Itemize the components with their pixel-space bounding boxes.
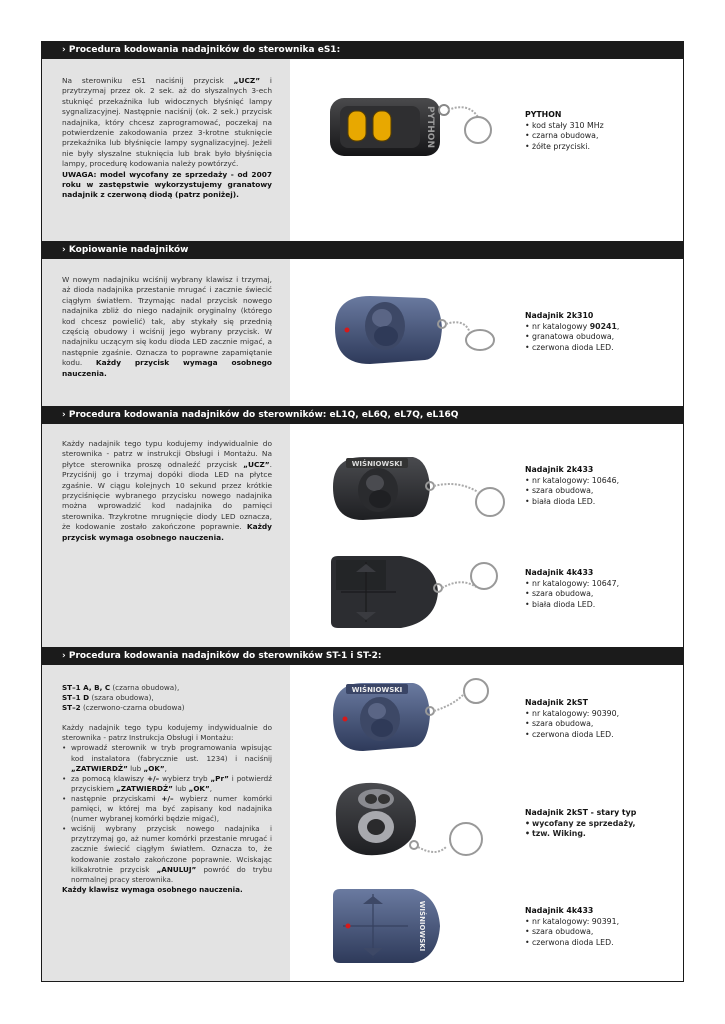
spec-line: • nr katalogowy: 90391, — [525, 917, 675, 928]
spec-line: • granatowa obudowa, — [525, 332, 675, 343]
remote-2k310-image — [330, 288, 510, 378]
remote-2kst-image — [328, 675, 518, 755]
intro: Każdy nadajnik tego typu kodujemy indywidualnie do sterownika - patrz Instrukcja Obsługi i Montażu: — [62, 723, 272, 743]
section-text-st — [62, 683, 272, 895]
section-header-st: › Procedura kodowania nadajników do sterowników ST-1 i ST-2: — [41, 647, 684, 665]
ucz-key: „UCZ” — [233, 76, 261, 85]
text: i przytrzymaj przez ok. 2 sek. aż do słyszalnych 3-ech stuknięć przekaźnika lub widocznych błyśnięć lampy sygnalizacyjnej. Następnie naciśnij (ok. 2 sek.) przycisk nadajnika, który chcesz zaprogramować, poczekaj na potwierdzenie zakodowania przez 3-krotne stuknięcie przekaźnika lub błyśnięcie lampy sygnalizacyjnej. Jeżeli nie były słyszalne stuknięcia lub brak było błyśnięcia lampy, procedurę kodowania należy powtórzyć. — [62, 76, 272, 169]
spec-python — [525, 110, 675, 152]
spec-line: • czerwona dioda LED. — [525, 343, 675, 354]
section-header-copy: › Kopiowanie nadajników — [41, 241, 684, 259]
model: ST–1 D — [62, 693, 90, 703]
spec-line: • nr katalogowy: 90390, — [525, 709, 675, 720]
spec-line: • nr katalogowy: 10647, — [525, 579, 675, 590]
spec-line: • żółte przyciski. — [525, 142, 675, 153]
brand-logo: WIŚNIOWSKI — [351, 460, 403, 468]
spec-2kst — [525, 698, 675, 740]
brand-logo: WIŚNIOWSKI — [418, 900, 426, 952]
note: Każdy przycisk wymaga osobnego nauczenia. — [62, 522, 272, 542]
note: Każdy klawisz wymaga osobnego nauczenia. — [62, 884, 243, 894]
product-name: Nadajnik 4k433 — [525, 568, 594, 577]
spec-line: • wycofany ze sprzedaży, — [525, 819, 675, 830]
section-text-es1 — [62, 76, 272, 201]
spec-line: • szara obudowa, — [525, 719, 675, 730]
warning-note: UWAGA: model wycofany ze sprzedaży - od 2007 roku w zastępstwie wykorzystujemy granatowy nadajnik z czerwoną diodą (patrz poniżej). — [62, 169, 272, 200]
python-remote-image — [328, 92, 498, 172]
product-name: Nadajnik 2kST — [525, 698, 588, 707]
spec-line: • kod stały 310 MHz — [525, 121, 675, 132]
step-4: • wciśnij wybrany przycisk nowego nadajnika i przytrzymaj go, aż numer komórki przestanie mrugać i zacznie świecić ciągłym światłem. Oznacza to, że kodowanie zostało zakończone poprawnie. Wciskając kilkakrotnie przycisk „ANULUJ” powróć do trybu normalnej pracy sterownika. — [62, 824, 272, 885]
model-desc: (czerwono-czarna obudowa) — [80, 703, 185, 713]
step-2: • za pomocą klawiszy +/– wybierz tryb „Pr” i potwierdź przyciskiem „ZATWIERDŹ” lub „OK”, — [62, 774, 272, 794]
spec-line: • szara obudowa, — [525, 927, 675, 938]
spec-line: • nr katalogowy 90241, — [525, 322, 675, 333]
section-text-el — [62, 439, 272, 543]
spec-line: • biała dioda LED. — [525, 497, 675, 508]
spec-4k433 — [525, 568, 675, 610]
step-1: • wprowadź sterownik w tryb programowania wpisując kod instalatora (fabrycznie ust. 1234) i naciśnij „ZATWIERDŹ” lub „OK”, — [62, 743, 272, 773]
remote-2kst-old-image — [326, 777, 506, 867]
text: Na sterowniku eS1 naciśnij przycisk — [62, 76, 234, 85]
spec-line: • tzw. Wiking. — [525, 829, 675, 840]
spec-line: • czerwona dioda LED. — [525, 730, 675, 741]
text: W nowym nadajniku wciśnij wybrany klawisz i trzymaj, aż dioda nadajnika przestanie mrugać i zacznie świecić ciągłym światłem. Trzymając nadal przycisk nowego nadajnika zbliż do niego nadajnik oryginalny (którego kod chcesz powielić) tak, aby stykały się przednią częścią obudowy i wciśnij jego wybrany przycisk. W nadajniku uczącym się kodu dioda LED zacznie migać, a następnie zgaśnie. Oznacza to poprawne zapamiętanie kodu. — [62, 275, 272, 368]
remote-2k433-image — [328, 452, 518, 527]
spec-2k310 — [525, 311, 675, 353]
product-name: Nadajnik 2kST - stary typ — [525, 808, 637, 817]
spec-line: • szara obudowa, — [525, 486, 675, 497]
text: Każdy nadajnik tego typu kodujemy indywidualnie do sterownika - patrz w instrukcji Obsługi i Montażu. Na płytce sterownika proszę odnaleźć przycisk — [62, 439, 272, 469]
ucz-key: „UCZ” — [243, 459, 270, 469]
spec-2k433 — [525, 465, 675, 507]
note: Każdy przycisk wymaga osobnego nauczenia. — [62, 358, 272, 378]
product-name: Nadajnik 2k310 — [525, 311, 594, 320]
product-name: Nadajnik 2k433 — [525, 465, 594, 474]
model-desc: (szara obudowa), — [89, 693, 154, 703]
spec-line: • czarna obudowa, — [525, 131, 675, 142]
step-3: • następnie przyciskami +/– wybierz numer komórki pamięci, w której ma być zapisany kod nadajnika (numer wybranej komórki będzie migać), — [62, 794, 272, 824]
model-desc: (czarna obudowa), — [110, 683, 180, 692]
spec-line: • czerwona dioda LED. — [525, 938, 675, 949]
section-header-el: › Procedura kodowania nadajników do sterowników: eL1Q, eL6Q, eL7Q, eL16Q — [41, 406, 684, 424]
model: ST–1 A, B, C — [62, 683, 111, 692]
spec-line: • biała dioda LED. — [525, 600, 675, 611]
model: ST–2 — [62, 703, 81, 713]
steps-list — [62, 743, 272, 884]
section-text-copy — [62, 275, 272, 379]
spec-line: • nr katalogowy: 10646, — [525, 476, 675, 487]
product-name: Nadajnik 4k433 — [525, 906, 594, 915]
python-logo: PYTHON — [425, 106, 435, 148]
remote-4k433-navy-image — [328, 886, 448, 966]
spec-2kst-old — [525, 808, 675, 840]
product-name: PYTHON — [525, 110, 562, 119]
spec-line: • szara obudowa, — [525, 589, 675, 600]
spec-4k433-navy — [525, 906, 675, 948]
brand-logo: WIŚNIOWSKI — [351, 686, 403, 694]
remote-4k433-image — [326, 552, 506, 632]
text: . Przyciśnij go i trzymaj dopóki dioda LED na płytce zgaśnie. W ciągu kolejnych 10 sekund przez krótkie przyciśnięcie wybranego przycisku nowego nadajnika można wprowadzić kod nadajnika do pamięci sterownika. Trzykrotne mrugnięcie diody LED oznacza, że kodowanie zostało zakończone poprawnie. — [62, 459, 272, 532]
section-header-es1: › Procedura kodowania nadajników do sterownika eS1: — [41, 41, 684, 59]
